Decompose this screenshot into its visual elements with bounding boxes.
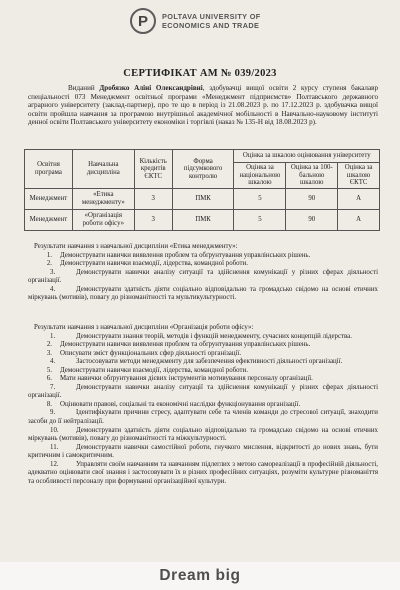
list-item: 2. Демонструвати навички виявлення проблем та обґрунтування управлінських рішень. [46,341,311,349]
cell-national: 5 [234,188,286,209]
university-logo [130,8,261,34]
list-item: 3. Демонструвати навички аналізу ситуації та здійснення комунікації у різних сферах діяльності організації. [28,268,378,285]
header-program: Освітня програма [25,150,73,189]
intro-prefix: Виданий [68,84,100,92]
certificate-intro [28,84,378,127]
certificate-title: СЕРТИФІКАТ АМ № 039/2023 [123,68,277,79]
cell-hundred: 90 [286,188,338,209]
cell-discipline: «Етика менеджменту» [72,188,134,209]
table-row [25,188,380,209]
header-hundred: Оцінка за 100-бальною шкалою [286,163,338,189]
list-item: 5. Демонструвати навички взаємодії, лідерства, командної роботи. [46,366,248,374]
list-item: 2. Демонструвати навички взаємодії, лідерства, командної роботи. [46,260,248,268]
university-logo-icon: P [130,8,156,34]
university-name-line2: ECONOMICS AND TRADE [162,21,260,30]
footer-slogan: Dream big [159,567,241,584]
cell-hundred: 90 [286,209,338,230]
intro-body: , здобувачці вищої освіти 2 курсу ступеня бакалавр спеціальності 073 Менеджмент освітньої програми «Менеджмент підприємств» Полтавського державного аграрного університету (заклад-партнер), про те що в період із 21.08.2023 р. по 17.12.2023 р. здобувачка вищої освіти пройшла навчання за програмою внутрішньої академічної мобільності в Навчально-науковому інституті денної освіти Полтавського університету економіки і торгівлі (наказ № 135-Н від 18.08.2023 р). [28,84,379,127]
grades-table [24,149,380,231]
list-item: 10. Демонструвати здатність діяти соціально відповідально та громадсько свідомо на основі етичних міркувань (мотивів), повагу до різноманітності та міжкультурності. [28,426,378,443]
header-grade-group: Оцінка за шкалою оцінювання університету [234,150,380,163]
section-heading: Результати навчання з навчальної дисципліни «Організація роботи офісу»: [34,324,254,331]
list-item: 1. Демонструвати навички виявлення проблем та обґрунтування управлінських рішень. [46,251,311,259]
header-ects: Оцінка за шкалою ЄКТС [338,163,380,189]
cell-program: Менеджмент [25,188,73,209]
list-item: 3. Описувати зміст функціональних сфер діяльності організації. [46,349,242,357]
header-national: Оцінка за національною шкалою [234,163,286,189]
list-item: 7. Демонструвати навички аналізу ситуації та здійснення комунікації у різних сферах діяльності організації. [28,383,378,400]
cell-program: Менеджмент [25,209,73,230]
cell-credits: 3 [134,188,172,209]
cell-control: ПМК [172,209,234,230]
learning-outcomes-office [28,324,378,486]
learning-outcomes-ethics [28,243,378,303]
cell-ects: А [338,209,380,230]
footer-banner [0,562,400,590]
header-discipline: Навчальна дисципліна [72,150,134,189]
recipient-name: Дробязко Аліні Олександрівні [99,84,203,92]
list-item: 11. Демонструвати навички самостійної роботи, гнучкого мислення, відкритості до нових знань, бути критичним і самокритичним. [28,443,378,460]
table-row [25,209,380,230]
header-control: Форма підсумкового контролю [172,150,234,189]
list-item: 4. Застосовувати методи менеджменту для забезпечення ефективності діяльності організації. [50,358,343,366]
cell-ects: А [338,188,380,209]
cell-credits: 3 [134,209,172,230]
list-item: 8. Оцінювати правові, соціальні та економічні наслідки функціонування організації. [46,400,301,408]
list-item: 1. Демонструвати знання теорій, методів і функцій менеджменту, сучасних концепцій лідерства. [50,332,352,340]
list-item: 12. Управляти своїм навчанням та навчанням підлеглих з метою самореалізації в професійній діяльності, адекватно оцінювати свої знання і застосовувати їх в різних професійних ситуаціях, розуміти культурне різноманіття та особливості персоналу при формуванні організаційної культури. [28,460,378,485]
header-credits: Кількість кредитів ЄКТС [134,150,172,189]
list-item: 9. Ідентифікувати причини стресу, адаптувати себе та членів команди до стресової ситуації, знаходити засоби до її нейтралізації. [28,409,378,426]
list-item: 4. Демонструвати здатність діяти соціально відповідально та громадсько свідомо на основі етичних міркувань (мотивів), повагу до різноманітності та мультикультурності. [28,285,378,302]
list-item: 6. Мати навички обґрунтування дієвих інструментів мотивування персоналу організації. [46,375,313,383]
section-heading: Результати навчання з навчальної дисципліни «Етика менеджменту»: [34,243,238,250]
cell-discipline: «Організація роботи офісу» [72,209,134,230]
cell-national: 5 [234,209,286,230]
university-name [162,12,261,30]
cell-control: ПМК [172,188,234,209]
university-name-line1: POLTAVA UNIVERSITY OF [162,12,261,21]
